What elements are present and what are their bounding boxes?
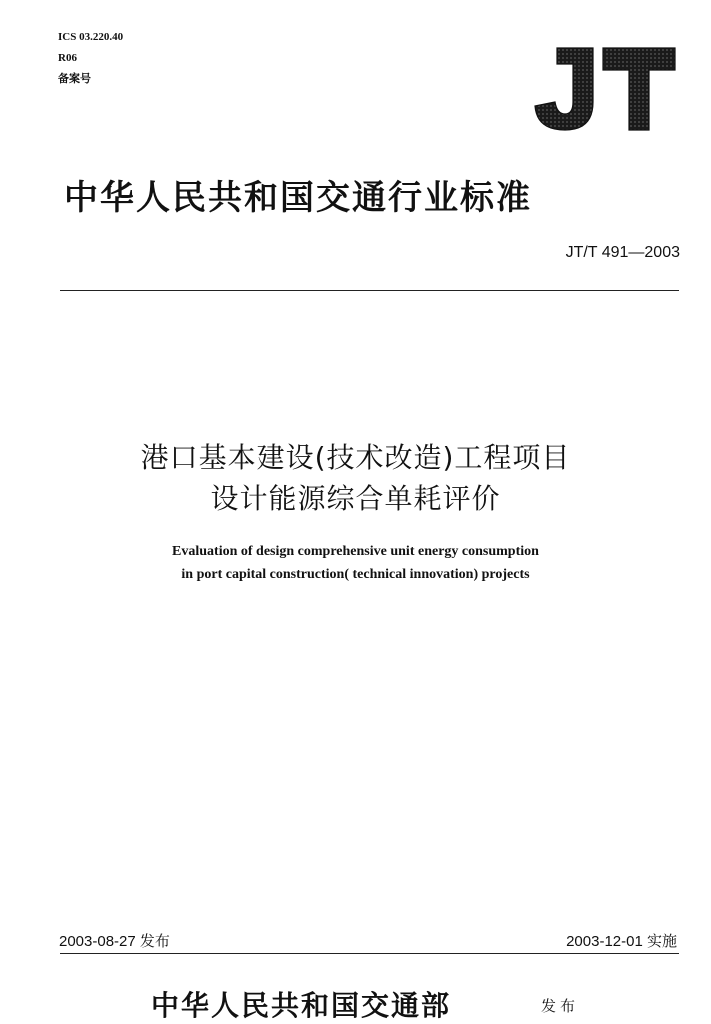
implement-date: 2003-12-01 实施 <box>566 933 677 950</box>
document-title-en-line2: in port capital construction( technical innovation) projects <box>181 567 530 582</box>
bottom-divider <box>60 953 679 954</box>
standard-title: 中华人民共和国交通行业标准 <box>64 178 532 218</box>
record-number-label: 备案号 <box>58 73 91 85</box>
logo-letter-t <box>603 48 675 130</box>
top-divider <box>60 290 679 291</box>
standard-number: JT/T 491—2003 <box>565 244 680 261</box>
issue-date: 2003-08-27 发布 <box>59 933 170 950</box>
document-title-cn-line1: 港口基本建设(技术改造)工程项目 <box>140 441 571 474</box>
document-title-en-line1: Evaluation of design comprehensive unit energy consumption <box>172 544 539 559</box>
classification-code: R06 <box>58 52 77 64</box>
ics-code: ICS 03.220.40 <box>58 31 124 43</box>
issuer-name: 中华人民共和国交通部 <box>151 989 452 1022</box>
logo-letter-j <box>535 48 593 130</box>
issue-label: 发布 <box>541 997 580 1015</box>
jt-logo <box>529 44 679 134</box>
document-title-cn-line2: 设计能源综合单耗评价 <box>210 482 501 515</box>
